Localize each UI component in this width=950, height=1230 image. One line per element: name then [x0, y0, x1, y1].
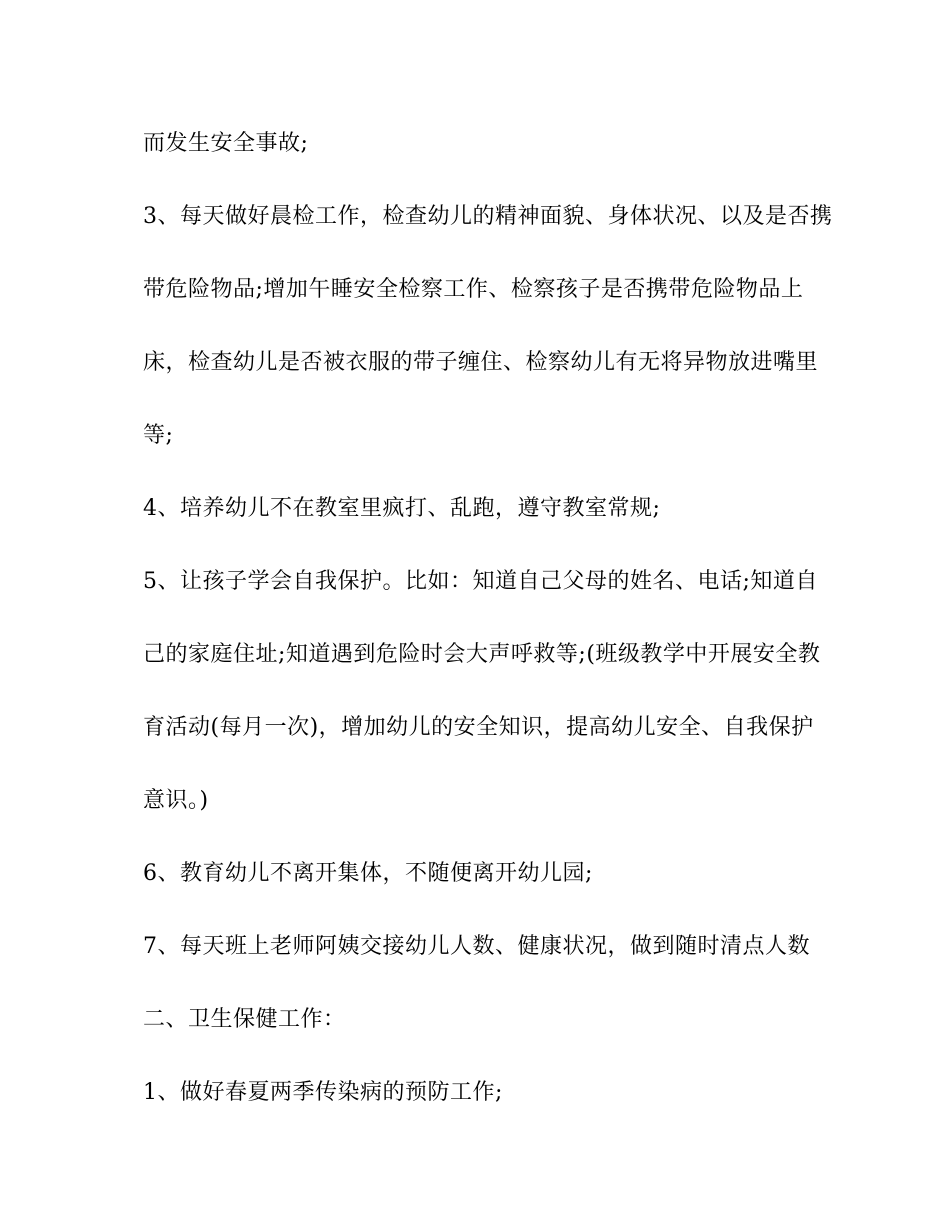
text-line: 4、培养幼儿不在教室里疯打、乱跑，遵守教室常规; — [143, 496, 661, 521]
text-line: 带危险物品;增加午睡安全检察工作、检察孩子是否携带危险物品上 — [143, 277, 804, 302]
text-line: 己的家庭住址;知道遇到危险时会大声呼救等;(班级教学中开展安全教 — [143, 642, 821, 667]
text-line: 床，检查幼儿是否被衣服的带子缠住、检察幼儿有无将异物放进嘴里 — [143, 350, 819, 375]
text-line: 3、每天做好晨检工作，检查幼儿的精神面貌、身体状况、以及是否携 — [143, 204, 833, 229]
section-heading: 二、卫生保健工作： — [143, 1007, 346, 1032]
text-line: 等; — [143, 423, 174, 448]
text-line: 意识。) — [143, 788, 209, 813]
text-line: 1、做好春夏两季传染病的预防工作; — [143, 1080, 503, 1105]
text-line: 6、教育幼儿不离开集体，不随便离开幼儿园; — [143, 861, 593, 886]
text-line: 5、让孩子学会自我保护。比如：知道自己父母的姓名、电话;知道自 — [143, 569, 818, 594]
text-line: 7、每天班上老师阿姨交接幼儿人数、健康状况，做到随时清点人数 — [143, 934, 810, 959]
text-line: 而发生安全事故; — [143, 131, 309, 156]
text-line: 育活动(每月一次)，增加幼儿的安全知识，提高幼儿安全、自我保护 — [143, 715, 814, 740]
